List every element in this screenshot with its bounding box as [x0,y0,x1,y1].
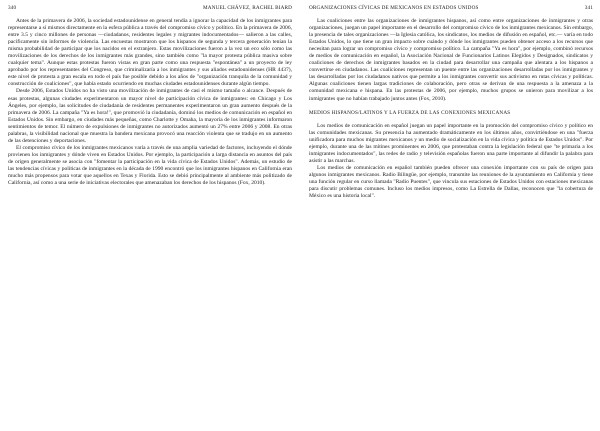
left-page-header [6,5,294,13]
right-page [307,0,595,431]
paragraph: Los medios de comunicación en español también pueden ofrecer una conexión importante con su país de origen para algunos inmigrantes mexicanos. Radio Bilingüe, por ejemplo, transmite las reuniones de la ayuntamiento en California y tiene una función regular en curso llamada "Radio Puentes", que vincula sus estaciones de Estados Unidos con estaciones mexicanas para discutir problemas comunes. Incluso los medios impresos, como La Estrella de Dallas, reconocen que "la cobertura de México es una historia local". [309,164,593,200]
left-page-number: 340 [8,5,17,11]
left-running-head: MANUEL CHÁVEZ, RACHEL BIARD [203,5,292,11]
left-page-body [8,18,292,187]
left-page [6,0,294,431]
right-page-number: 341 [584,5,593,11]
paragraph: El compromiso cívico de los inmigrantes mexicanos varía a través de una amplia variedad de factores, incluyendo el dónde provienen los inmigrantes y dónde viven en Estados Unidos. Por ejemplo, la participación a larga distancia en asuntos del país de origen generalmente se asocia con "fomentar la participación en la vida cívica de Estados Unidos". Además, un estudio de las tendencias cívicas y políticas de inmigrantes en la década de 1990 encontró que los inmigrantes hispanos en California eran mucho más propensos para votar que aquellos en Texas y Florida. Esto se debió principalmente al ambiente más politizado de California, así como a una serie de iniciativas electorales que amenazaban los derechos de los hispanos (Fox, 2010). [8,144,292,187]
paragraph: Antes de la primavera de 2006, la sociedad estadounidense en general tendía a ignorar la capacidad de los inmigrantes para representarse a sí mismos directamente en la esfera pública a través del compromiso cívico y político. En la primavera de 2006, entre 3.5 y cinco millones de personas —ciudadanos, residentes legales y migrantes indocumentados— salieron a las calles, pacíficamente sin informes de violencia. Las encuestas mostraron que los hispanos de segunda y tercera generación tenían la misma probabilidad de participar que los nacidos en el extranjero. Estas movilizaciones fueron a la vez un eco sólo como las movilizaciones de los derechos de los inmigrantes más grandes, sino también como "la mayor protesta pública masiva sobre cualquier tema". Aunque estas protestas fueron vistas en gran parte como una respuesta "espontánea" a un proyecto de ley aprobado por los representantes del Congreso, que criminalizaría a los inmigrantes y sus aliados estadounidenses (HR 4437), este nivel de protesta a gran escala en todo el país fue posible debido a los años de "organización tranquila de la comunidad y construcción de coaliciones", que había estado ocurriendo en muchas ciudades estadounidenses durante algún tiempo. [8,18,292,88]
paragraph: Las coaliciones entre las organizaciones de inmigrantes hispanos, así como entre organizaciones de inmigrantes y otras organizaciones, juegan un papel importante en el desarrollo del compromiso cívico de los inmigrantes mexicanos. Sin embargo, la presencia de tales organizaciones —la Iglesia católica, los sindicatos, los medios de difusión en español, etc.— varía en todo Estados Unidos, lo que tiene un gran impacto sobre cuándo y dónde los inmigrantes pueden obtener acceso a los recursos que necesitan para lograr un compromiso cívico y compromiso político. La campaña "Ya es hora", por ejemplo, combinó recursos de medios de comunicación en español, la Asociación Nacional de Funcionarios Latinos Elegidos y Designados, sindicatos y coaliciones de derechos de inmigrantes basados en la ciudad para desarrollar una campaña que alentara a los hispanos a convertirse en ciudadanos. Las coaliciones representan un puente entre las organizaciones desarrolladas por los inmigrantes y las desarrolladas por los ciudadanos nativos que permite a los inmigrantes convertir sus activismo en rutas cívicas y políticas. Algunas coaliciones tienen largas tradiciones de colaboración, pero otras se derivan de una respuesta a la amenaza a la comunidad mexicana e hispana. En las protestas de 2006, por ejemplo, muchos grupos se unieron para movilizar a los inmigrantes que no habían trabajado juntos antes (Fox, 2010). [309,18,593,102]
section-heading: MEDIOS HISPANOS/LATINOS Y LA FUERZA DE LAS CONEXIONES MEXICANAS [309,109,511,116]
right-running-head: ORGANIZACIONES CÍVICAS DE MEXICANOS EN ESTADOS UNIDOS [309,5,479,11]
paragraph: Los medios de comunicación en español juegan un papel importante en la promoción del compromiso cívico y político en las comunidades mexicanas. Su presencia ha aumentado dramáticamente en los últimos años, convirtiéndose en una "fuerza unificadora para muchos migrantes mexicanos y un medio de socialización en la vida cívica y política de Estados Unidos". Por ejemplo, durante una de las mítines prominentes en 2006, que protestaban contra la legislación federal que "te primaria a los inmigrantes indocumentados", las redes de radio y televisión españolas fueron una parte importante al difundir la palabra para asistir a las marchas. [309,122,593,164]
right-page-body [309,18,593,200]
paragraph: Desde 2006, Estados Unidos no ha visto una movilización de inmigrantes de casi el mismo tamaño o alcance. Después de esas protestas, algunas ciudades experimentaron un mayor nivel de participación cívica de inmigrantes: en Chicago y Los Ángeles, por ejemplo, las solicitudes de ciudadanía de residentes permanentes experimentaron un gran aumento después de la primavera de 2006. La campaña "Ya es hora!", que promovió la ciudadanía, dominó los medios de comunicación en español en Estados Unidos. Sin embargo, en ciudades más pequeñas, como Charlotte y Omaha, la mayoría de los inmigrantes informaron sentimientos de temor. El número de expulsiones de inmigrantes no autorizados aumentó un 27% entre 2006 y 2008. En otras palabras, la visibilidad nacional que muestra la bandera mexicana provocó una reacción violenta que se tradujo en un aumento de las detenciones y deportaciones. [8,88,292,144]
right-page-header [307,5,595,13]
